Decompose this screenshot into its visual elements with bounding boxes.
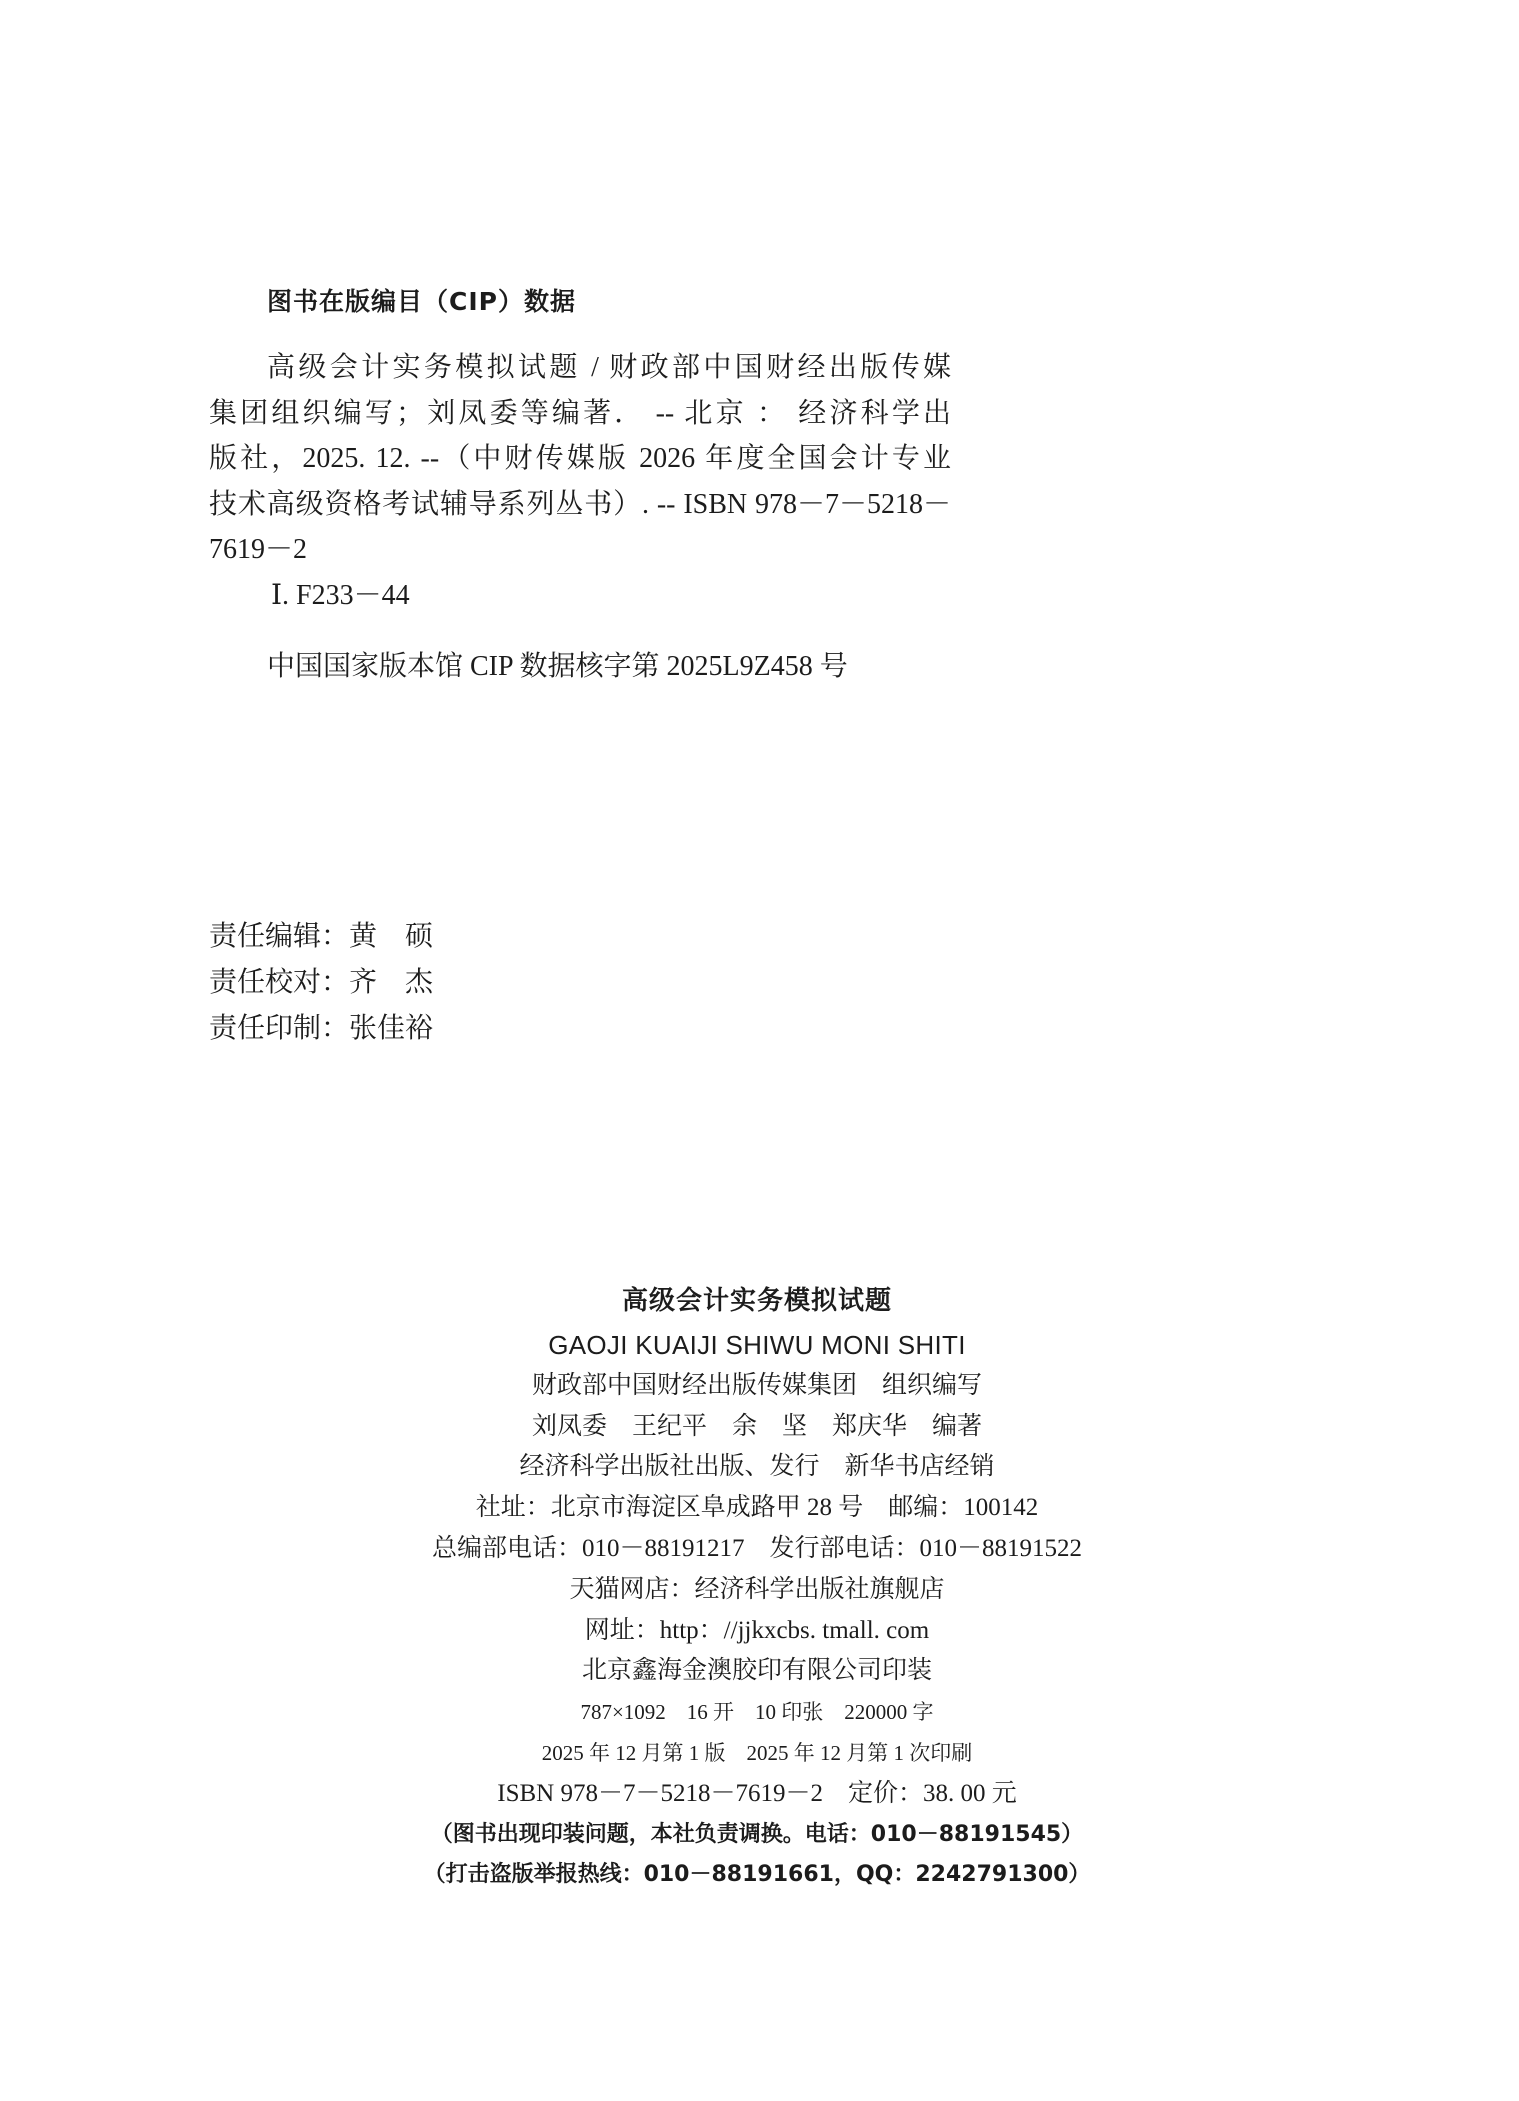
cip-line: 技术高级资格考试辅导系列丛书）. -- ISBN 978－7－5218－ (209, 488, 951, 520)
cip-line: 7619－2 (209, 534, 308, 565)
staff-role: 责任印制： (209, 1013, 350, 1044)
staff-role: 责任校对： (209, 967, 350, 998)
cip-classification: Ⅰ. F233－44 (271, 579, 410, 611)
imprint-block (0, 1277, 1514, 1896)
book-title-pinyin: GAOJI KUAIJI SHIWU MONI SHITI (548, 1330, 966, 1360)
format-line: 787×1092 16 开 10 印张 220000 字 (580, 1700, 934, 1725)
edition-line: 2025 年 12 月第 1 版 2025 年 12 月第 1 次印刷 (541, 1740, 973, 1765)
isbn-price-line: ISBN 978－7－5218－7619－2 定价：38. 00 元 (497, 1779, 1017, 1807)
staff-name: 张佳裕 (349, 1013, 434, 1044)
compiler-line: 财政部中国财经出版传媒集团 组织编写 (531, 1371, 982, 1399)
cip-heading: 图书在版编目（CIP）数据 (267, 287, 576, 316)
staff-row-editor (209, 914, 433, 960)
cip-record (209, 345, 951, 618)
authors-line: 刘凤委 王纪平 余 坚 郑庆华 编著 (531, 1412, 982, 1440)
cip-verification-number: 中国国家版本馆 CIP 数据核字第 2025L9Z458 号 (267, 651, 848, 682)
staff-name: 齐 杰 (349, 967, 434, 998)
book-title: 高级会计实务模拟试题 (621, 1286, 892, 1316)
address-line: 社址：北京市海淀区阜成路甲 28 号 邮编：100142 (475, 1494, 1039, 1522)
publisher-line: 经济科学出版社出版、发行 新华书店经销 (519, 1453, 995, 1481)
cip-line: 版社，2025. 12. --（中财传媒版 2026 年度全国会计专业 (209, 443, 951, 474)
cip-line: 高级会计实务模拟试题 / 财政部中国财经出版传媒 (267, 352, 951, 383)
cip-block (209, 279, 951, 690)
phones-line: 总编部电话：010－88191217 发行部电话：010－88191522 (431, 1534, 1082, 1562)
website-line: 网址：http：//jjkxcbs. tmall. com (584, 1616, 930, 1644)
defects-notice: （图书出现印装问题，本社负责调换。电话：010－88191545） (430, 1821, 1084, 1847)
staff-row-proofreader (209, 960, 433, 1006)
cip-line: 集团组织编写；刘凤委等编著． -- 北京 ： 经济科学出 (209, 397, 951, 429)
staff-row-printing (209, 1006, 433, 1052)
staff-role: 责任编辑： (209, 921, 350, 952)
staff-credits (209, 914, 433, 1052)
piracy-notice: （打击盗版举报热线：010－88191661，QQ：2242791300） (423, 1862, 1091, 1888)
printer-line: 北京鑫海金澳胶印有限公司印装 (581, 1657, 932, 1685)
online-store-line: 天猫网店：经济科学出版社旗舰店 (569, 1575, 945, 1603)
staff-name: 黄 硕 (349, 921, 434, 952)
